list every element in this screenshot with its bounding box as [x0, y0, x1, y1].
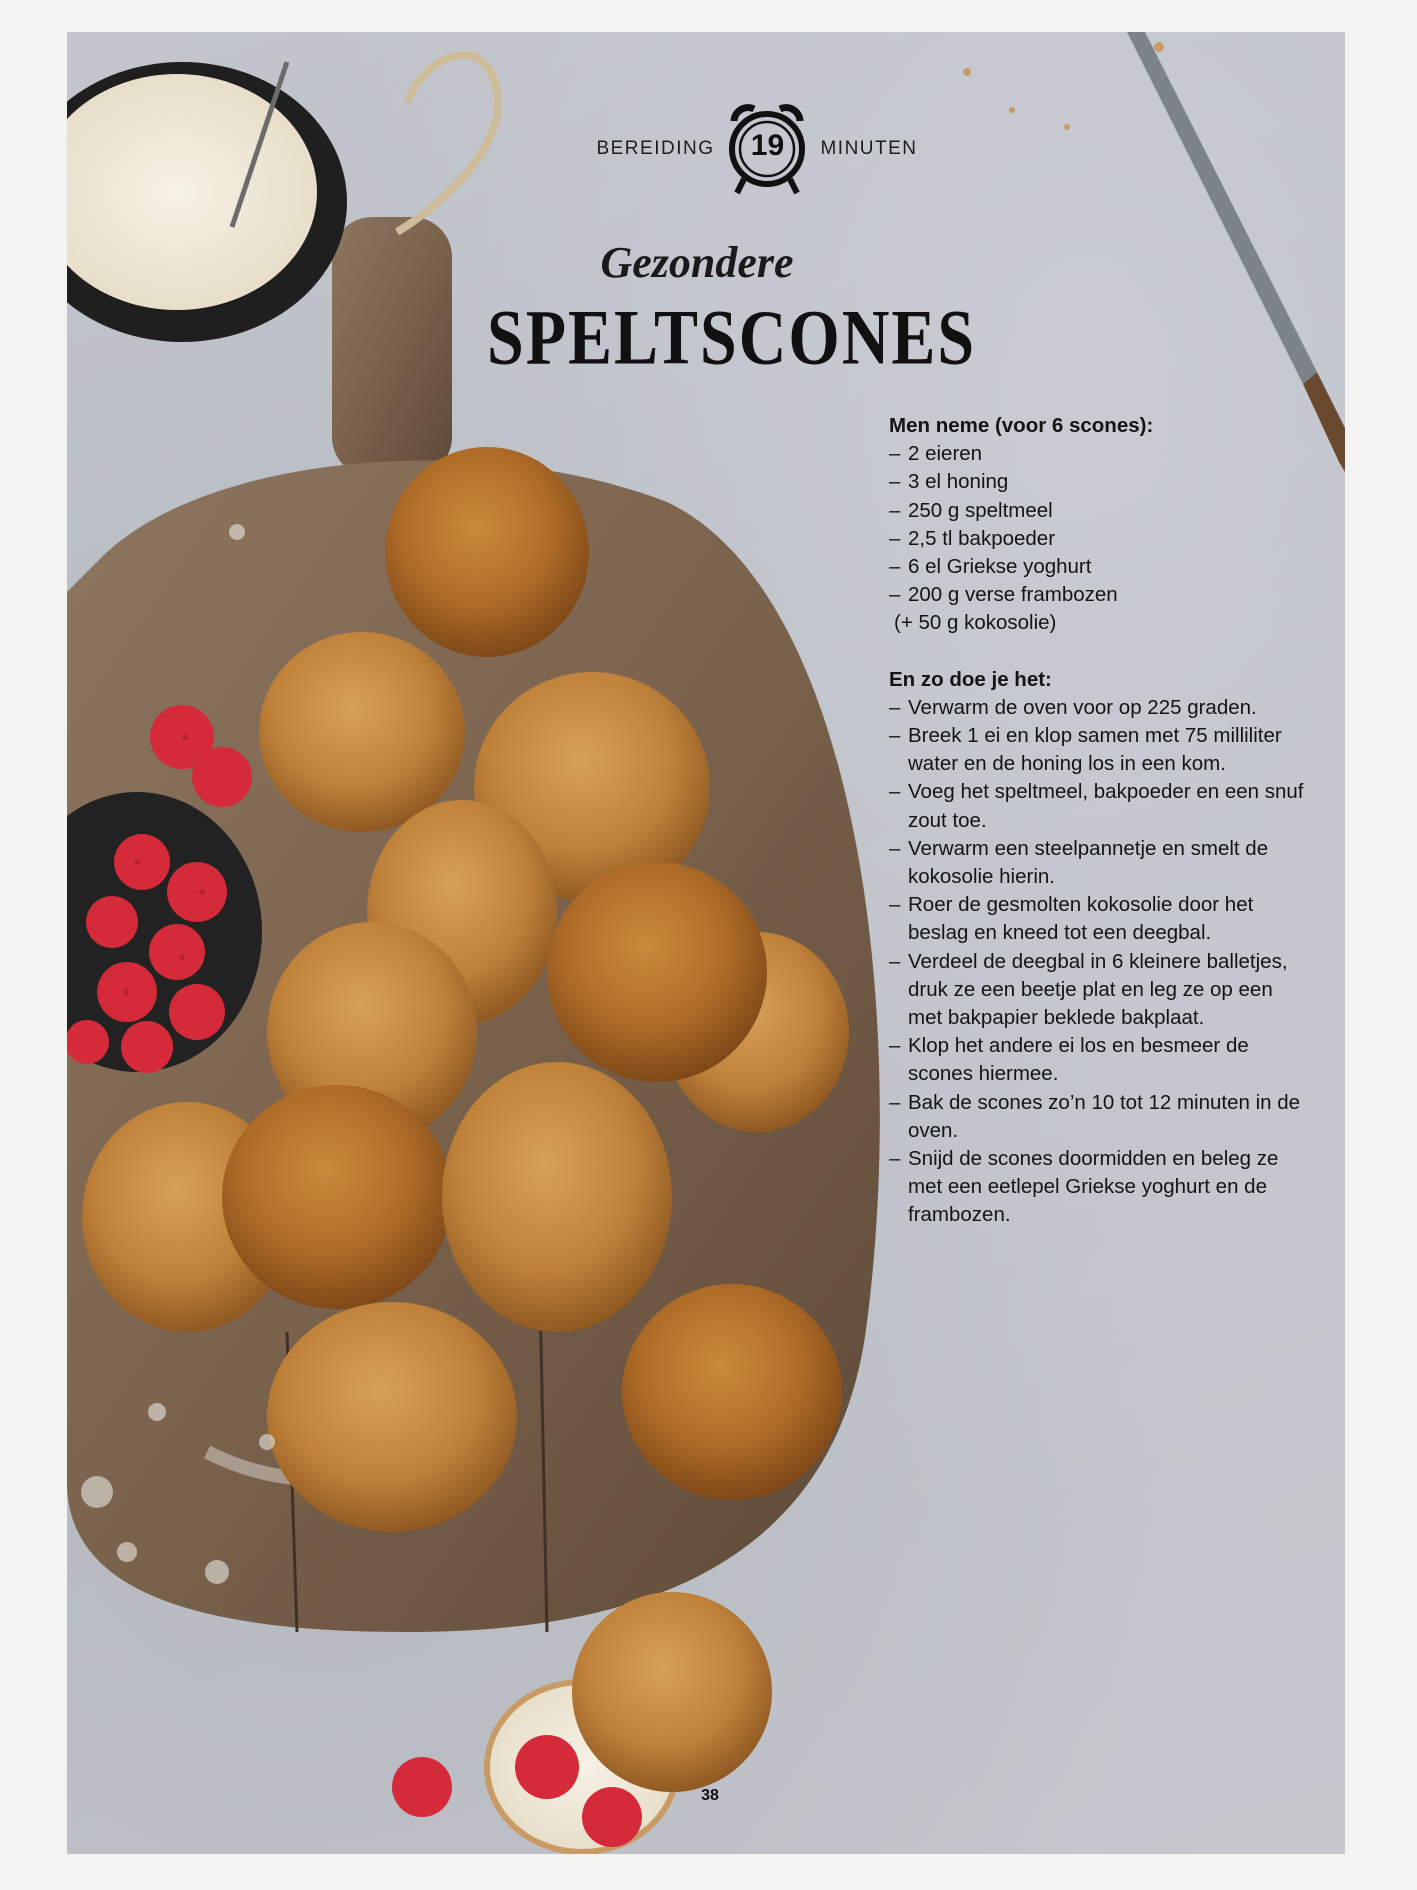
ingredient-item: – 6 el Griekse yoghurt — [889, 553, 1309, 581]
ingredients-note: (+ 50 g kokosolie) — [894, 611, 1057, 635]
steps-heading: En zo doe je het: — [889, 667, 1052, 691]
step-item: – Breek 1 ei en klop samen met 75 milliliter water en de honing los in een kom. — [889, 722, 1309, 778]
step-item: – Bak de scones zo’n 10 tot 12 minuten in de oven. — [889, 1089, 1309, 1145]
ingredient-item: – 250 g speltmeel — [889, 497, 1309, 525]
alarm-clock-icon — [722, 99, 812, 199]
ingredient-item: – 2 eieren — [889, 440, 1309, 468]
steps-list — [889, 694, 1309, 1230]
ingredient-item: – 2,5 tl bakpoeder — [889, 525, 1309, 553]
step-item: – Klop het andere ei los en besmeer de scones hiermee. — [889, 1032, 1309, 1088]
recipe-subtitle: Gezondere — [600, 238, 794, 287]
step-item: – Verwarm de oven voor op 225 graden. — [889, 694, 1309, 722]
step-item: – Verwarm een steelpannetje en smelt de kokosolie hierin. — [889, 835, 1309, 891]
step-item: – Roer de gesmolten kokosolie door het beslag en kneed tot een deegbal. — [889, 891, 1309, 947]
ingredient-item: – 3 el honing — [889, 468, 1309, 496]
ingredient-item: – 200 g verse frambozen — [889, 581, 1309, 609]
recipe-text — [889, 412, 1309, 1230]
ingredients-heading: Men neme (voor 6 scones): — [889, 414, 1154, 437]
preparation-time — [547, 94, 967, 204]
recipe-title: SPELTSCONES — [487, 295, 977, 382]
minutes-label: MINUTEN — [820, 138, 918, 159]
step-item: – Voeg het speltmeel, bakpoeder en een snuf zout toe. — [889, 778, 1309, 834]
recipe-page — [67, 32, 1345, 1854]
step-item: – Snijd de scones doormidden en beleg ze met een eetlepel Griekse yoghurt en de frambozen. — [889, 1145, 1309, 1230]
ingredients-list — [889, 440, 1309, 609]
preparation-label: BEREIDING — [596, 138, 715, 159]
page-number: 38 — [701, 1787, 719, 1804]
preparation-minutes: 19 — [750, 129, 785, 162]
step-item: – Verdeel de deegbal in 6 kleinere balletjes, druk ze een beetje plat en leg ze op een met bakpapier beklede bakplaat. — [889, 948, 1309, 1033]
